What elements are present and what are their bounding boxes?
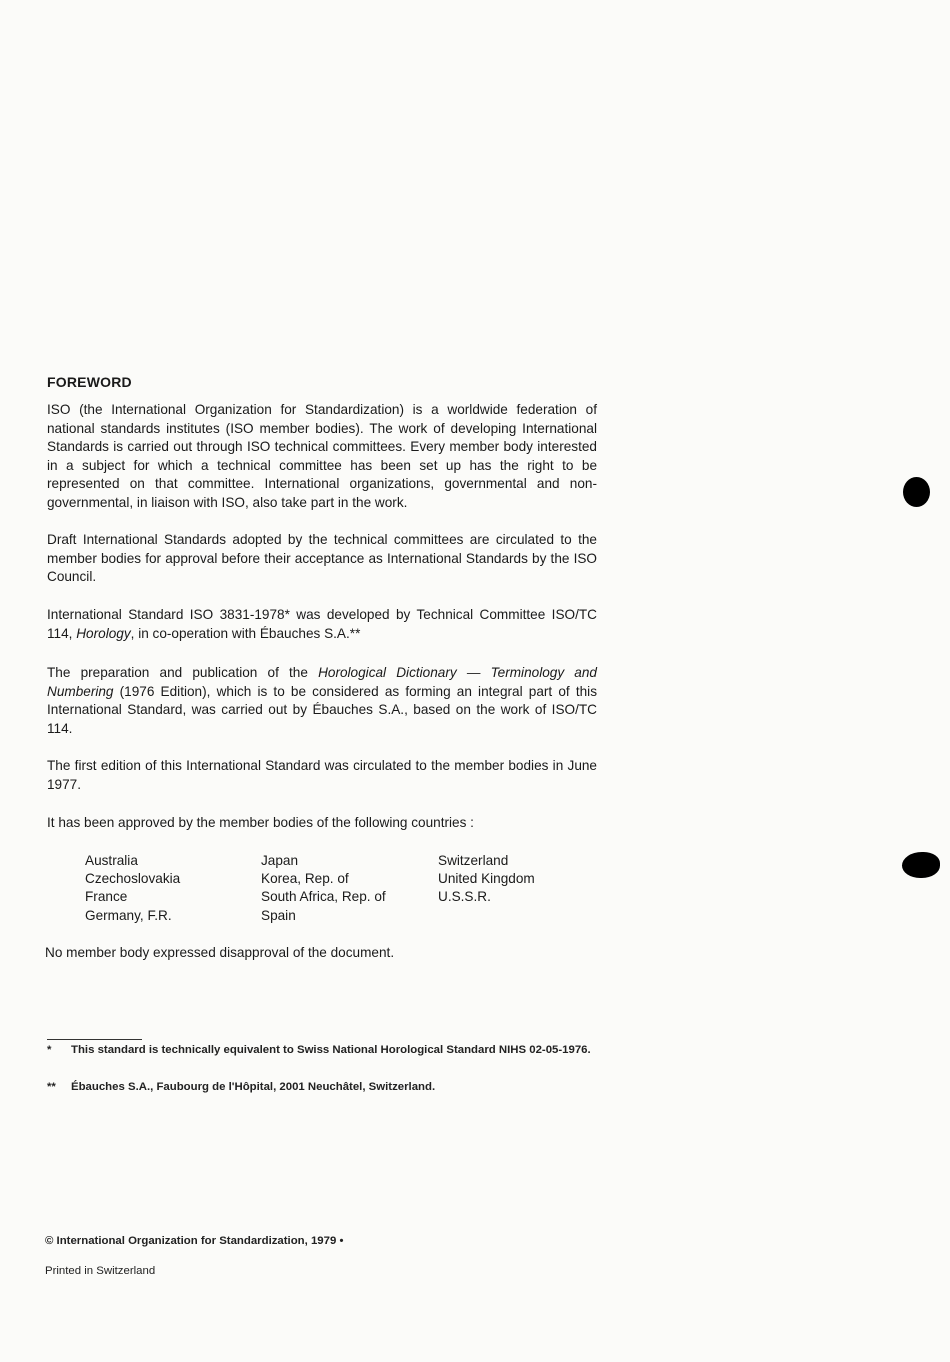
p4-text-end: (1976 Edition), which is to be considered as forming an integral part of this International Standard, was carried out by Ébauches S.A., based on the work of ISO/TC 114. (47, 683, 597, 736)
p3-italic-horology: Horology (76, 625, 131, 641)
p3-text-end: , in co-operation with Ébauches S.A.** (130, 625, 361, 641)
p4-text-start: The preparation and publication of the (47, 665, 319, 680)
footnote-divider (47, 1039, 142, 1040)
country-item: Korea, Rep. of (261, 871, 349, 887)
country-item: Japan (261, 853, 299, 868)
paragraph-no-disapproval: No member body expressed disapproval of the document. (45, 945, 395, 960)
country-item: U.S.S.R. (438, 889, 491, 905)
footnote-1 (47, 1043, 599, 1058)
country-item: Switzerland (438, 853, 509, 868)
country-item: South Africa, Rep. of (261, 889, 386, 905)
footnote-text: Ébauches S.A., Faubourg de l'Hôpital, 2001 Neuchâtel, Switzerland. (71, 1081, 436, 1093)
paragraph-first-edition: The first edition of this International Standard was circulated to the member bodies in June 1977. (47, 758, 597, 792)
p3-text-start: International Standard ISO 3831-1978* was developed by Technical Committee ISO/TC 114, (47, 607, 597, 641)
country-item: Germany, F.R. (85, 907, 172, 923)
country-column-3 (438, 852, 535, 907)
country-item: France (85, 889, 128, 905)
country-column-1 (85, 852, 180, 925)
foreword-heading: FOREWORD (47, 374, 132, 390)
footnote-marker: ** (47, 1081, 56, 1093)
country-item: Australia (85, 853, 138, 868)
p4-italic-dictionary-title: Horological Dictionary — Terminology and Numbering (47, 665, 597, 699)
paragraph-approved: It has been approved by the member bodies of the following countries : (47, 815, 474, 830)
punch-hole-top-icon (903, 477, 930, 507)
country-item: Czechoslovakia (85, 871, 181, 887)
copyright-line: © International Organization for Standardization, 1979 • (45, 1235, 344, 1247)
footnote-marker: * (47, 1044, 52, 1056)
paragraph-draft-standards: Draft International Standards adopted by the technical committees are circulated to the member bodies for approval before their acceptance as International Standards by the ISO Council. (47, 532, 597, 585)
footnote-2 (47, 1080, 599, 1095)
printed-in-line: Printed in Switzerland (45, 1265, 156, 1277)
paragraph-standard-development (47, 606, 597, 643)
country-item: Spain (261, 907, 296, 923)
punch-hole-bottom-icon (902, 852, 940, 878)
paragraph-dictionary (47, 664, 597, 738)
country-item: United Kingdom (438, 871, 535, 887)
footnote-text: This standard is technically equivalent to Swiss National Horological Standard NIHS 02-05-1976. (71, 1044, 591, 1056)
country-column-2 (261, 852, 386, 925)
paragraph-iso-intro: ISO (the International Organization for Standardization) is a worldwide federation of national standards institutes (ISO member bodies). The work of developing International Standards is carried out through ISO technical committees. Every member body interested in a subject for which a technical committee has been set up has the right to be represented on that committee. International organizations, governmental and non-governmental, in liaison with ISO, also take part in the work. (47, 402, 597, 510)
